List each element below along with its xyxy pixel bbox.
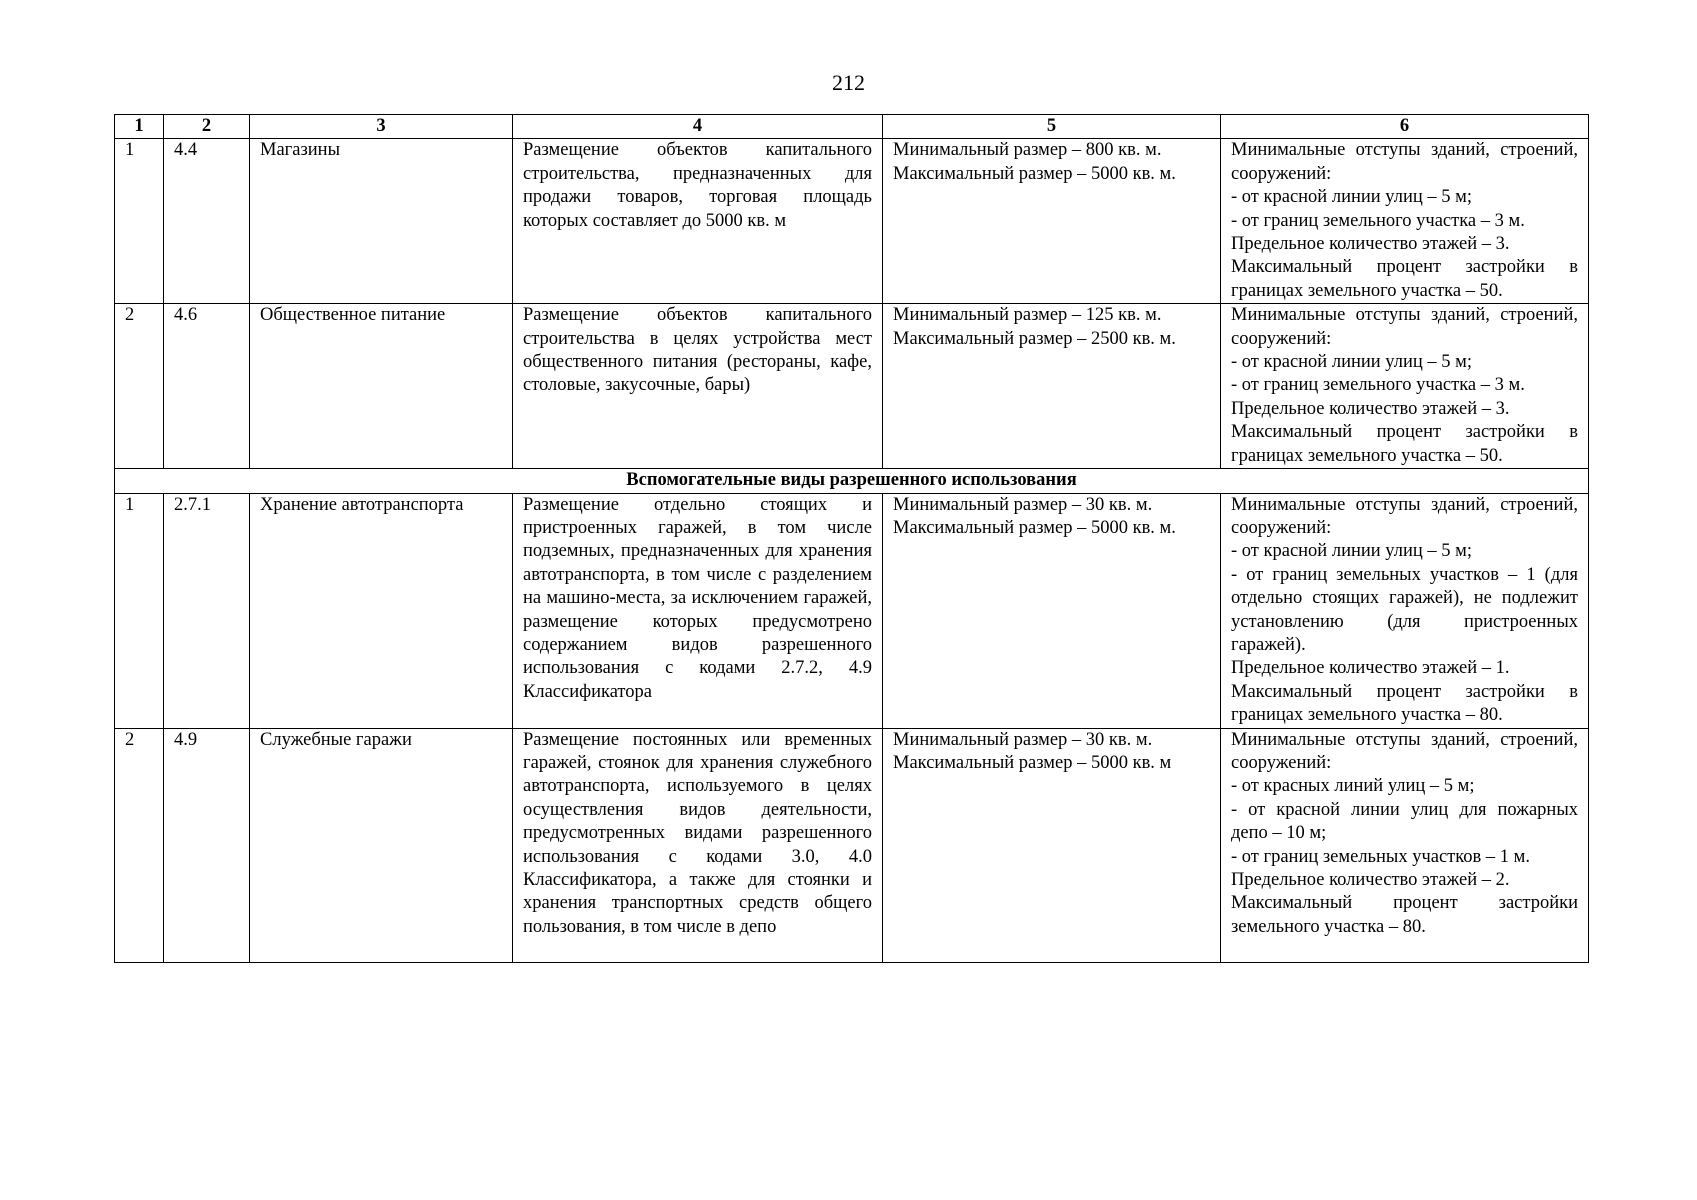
row-parameters	[1221, 139, 1589, 304]
header-col-2: 2	[164, 115, 250, 139]
row-name: Общественное питание	[250, 304, 513, 469]
header-col-6: 6	[1221, 115, 1589, 139]
land-use-table	[114, 114, 1589, 963]
param-line: Предельное количество этажей – 3.	[1231, 398, 1510, 419]
param-line: - от красной линии улиц для пожарных депо – 10 м;	[1231, 799, 1578, 844]
row-code: 2.7.1	[164, 493, 250, 728]
param-line: - от границ земельного участка – 3 м.	[1231, 375, 1525, 396]
row-number: 1	[115, 493, 164, 728]
row-parameters	[1221, 493, 1589, 728]
row-description: Размещение объектов капитального строительства, предназначенных для продажи товаров, торговая площадь которых составляет до 5000 кв. м	[513, 139, 883, 304]
param-line: Предельное количество этажей – 1.	[1231, 658, 1510, 679]
section-header-row	[115, 469, 1589, 493]
header-row	[115, 115, 1589, 139]
size-max: Максимальный размер – 5000 кв. м.	[893, 163, 1176, 184]
header-col-1: 1	[115, 115, 164, 139]
row-size-limits	[883, 304, 1221, 469]
param-line: - от красной линии улиц – 5 м;	[1231, 352, 1472, 373]
row-description: Размещение объектов капитального строительства в целях устройства мест общественного питания (рестораны, кафе, столовые, закусочные, бары)	[513, 304, 883, 469]
table-row	[115, 304, 1589, 469]
param-line: Предельное количество этажей – 3.	[1231, 234, 1510, 255]
param-line: Максимальный процент застройки земельного участка – 80.	[1231, 893, 1578, 937]
row-name: Служебные гаражи	[250, 728, 513, 962]
param-line: Максимальный процент застройки в границах земельного участка – 80.	[1231, 681, 1578, 726]
param-line: Минимальные отступы зданий, строений, сооружений:	[1231, 305, 1578, 349]
row-description: Размещение постоянных или временных гаражей, стоянок для хранения служебного автотранспорта, используемого в целях осуществления видов деятельности, предусмотренных видами разрешенного использования с кодами 3.0, 4.0 Классификатора, а также для стоянки и хранения транспортных средств общего пользования, в том числе в депо	[513, 728, 883, 962]
table-row	[115, 139, 1589, 304]
size-min: Минимальный размер – 30 кв. м.	[893, 494, 1153, 515]
param-line: - от границ земельных участков – 1 (для отдельно стоящих гаражей), не подлежит установлению (для пристроенных гаражей).	[1231, 564, 1578, 655]
param-line: Максимальный процент застройки в границах земельного участка – 50.	[1231, 257, 1578, 301]
param-line: Минимальные отступы зданий, строений, сооружений:	[1231, 494, 1578, 538]
page-number: 212	[832, 70, 865, 95]
param-line: Минимальные отступы зданий, строений, сооружений:	[1231, 140, 1578, 184]
size-min: Минимальный размер – 125 кв. м.	[893, 305, 1162, 326]
header-col-3: 3	[250, 115, 513, 139]
row-name: Хранение автотранспорта	[250, 493, 513, 728]
row-name: Магазины	[250, 139, 513, 304]
param-line: - от красных линий улиц – 5 м;	[1231, 776, 1475, 797]
row-size-limits	[883, 493, 1221, 728]
param-line: - от границ земельных участков – 1 м.	[1231, 846, 1530, 867]
row-code: 4.9	[164, 728, 250, 962]
size-max: Максимальный размер – 5000 кв. м	[893, 752, 1172, 773]
header-col-5: 5	[883, 115, 1221, 139]
param-line: - от красной линии улиц – 5 м;	[1231, 541, 1472, 562]
row-number: 2	[115, 728, 164, 962]
row-number: 2	[115, 304, 164, 469]
param-line: Минимальные отступы зданий, строений, сооружений:	[1231, 729, 1578, 773]
row-code: 4.4	[164, 139, 250, 304]
row-size-limits	[883, 139, 1221, 304]
row-parameters	[1221, 304, 1589, 469]
param-line: Предельное количество этажей – 2.	[1231, 870, 1510, 890]
row-size-limits	[883, 728, 1221, 962]
size-min: Минимальный размер – 30 кв. м.	[893, 729, 1153, 750]
param-line: - от красной линии улиц – 5 м;	[1231, 187, 1472, 208]
table-row	[115, 728, 1589, 962]
param-line: Максимальный процент застройки в границах земельного участка – 50.	[1231, 422, 1578, 466]
row-number: 1	[115, 139, 164, 304]
row-description: Размещение отдельно стоящих и пристроенных гаражей, в том числе подземных, предназначенных для хранения автотранспорта, в том числе с разделением на машино-места, за исключением гаражей, размещение которых предусмотрено содержанием видов разрешенного использования с кодами 2.7.2, 4.9 Классификатора	[513, 493, 883, 728]
size-max: Максимальный размер – 5000 кв. м.	[893, 517, 1176, 538]
row-code: 4.6	[164, 304, 250, 469]
table-row	[115, 493, 1589, 728]
row-parameters	[1221, 728, 1589, 962]
size-max: Максимальный размер – 2500 кв. м.	[893, 328, 1176, 349]
size-min: Минимальный размер – 800 кв. м.	[893, 140, 1162, 161]
section-title: Вспомогательные виды разрешенного использования	[115, 469, 1589, 493]
param-line: - от границ земельного участка – 3 м.	[1231, 210, 1525, 231]
header-col-4: 4	[513, 115, 883, 139]
